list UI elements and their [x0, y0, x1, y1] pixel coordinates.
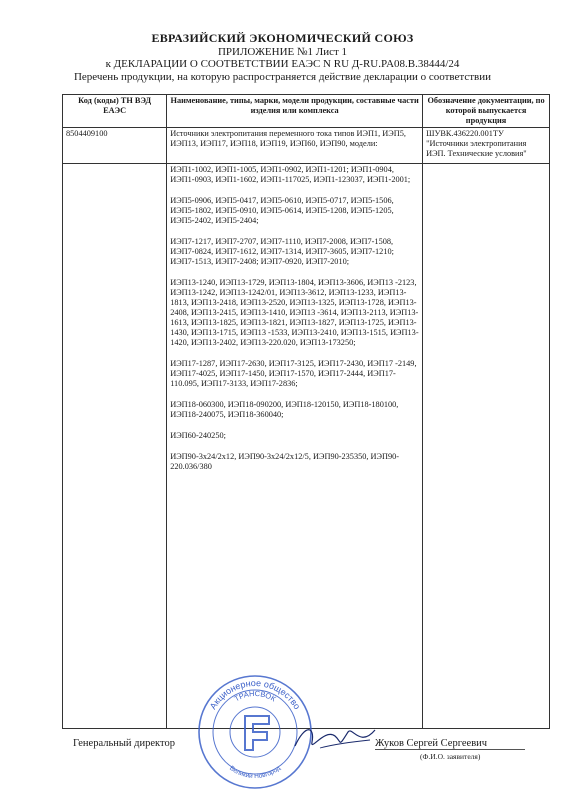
models-cell: [167, 164, 423, 729]
model-group-iep7: ИЭП7-1217, ИЭП7-2707, ИЭП7-1110, ИЭП7-2008, ИЭП7-1508, ИЭП7-0824, ИЭП7-1612, ИЭП7-1314, ИЭП7-3605, ИЭП7-1210; ИЭП7-1513, ИЭП7-2408; ИЭП7-0920, ИЭП7-2010;: [170, 237, 394, 266]
empty-cell: [423, 164, 550, 729]
stamp-center-text: ТРАНСВОК: [232, 688, 278, 704]
products-table: [62, 94, 550, 729]
model-group-iep18: ИЭП18-060300, ИЭП18-090200, ИЭП18-120150, ИЭП18-180100, ИЭП18-240075, ИЭП18-360040;: [170, 400, 399, 419]
union-title: ЕВРАЗИЙСКИЙ ЭКОНОМИЧЕСКИЙ СОЮЗ: [151, 31, 414, 45]
signatory-position: Генеральный директор: [73, 738, 175, 749]
model-group-iep1: ИЭП1-1002, ИЭП1-1005, ИЭП1-0902, ИЭП1-1201; ИЭП1-0904, ИЭП1-0903, ИЭП1-1602, ИЭП1-117025, ИЭП1-123037, ИЭП1-2001;: [170, 165, 411, 184]
table-header-row: [63, 95, 550, 128]
documentation-cell: ШУВК.436220.001ТУ "Источники электропитания ИЭП. Технические условия": [423, 128, 550, 164]
model-group-iep5: ИЭП5-0906, ИЭП5-0417, ИЭП5-0610, ИЭП5-0717, ИЭП5-1506, ИЭП5-1802, ИЭП5-0910, ИЭП5-0614, ИЭП5-1208, ИЭП5-1205, ИЭП5-2402, ИЭП5-2404;: [170, 196, 394, 225]
signature-line: [375, 749, 525, 750]
model-group-iep13: ИЭП13-1240, ИЭП13-1729, ИЭП13-1804, ИЭП13-3606, ИЭП13 -2123, ИЭП13-1242, ИЭП13-1242/01, ИЭП13-3612, ИЭП13-1233, ИЭП13-1813, ИЭП13-2418, ИЭП13-2520, ИЭП13-1325, ИЭП13-1728, ИЭП13-2408, ИЭП13-2415, ИЭП13-1410, ИЭП13 -3614, ИЭП13-2113, ИЭП13-1613, ИЭП13-1825, ИЭП13-1821, ИЭП13-1827, ИЭП13-1725, ИЭП13-1430, ИЭП13-1715, ИЭП13 -1533, ИЭП13-2410, ИЭП13-1515, ИЭП13-1420, ИЭП13-2402, ИЭП13-220.020, ИЭП13-173250;: [170, 278, 419, 347]
stamp-outer-text: Акционерное общество: [207, 677, 303, 712]
empty-cell: [63, 164, 167, 729]
table-row: [63, 164, 550, 729]
header-code: Код (коды) ТН ВЭД ЕАЭС: [63, 95, 167, 128]
header-doc: Обозначение документации, по которой выпускается продукция: [423, 95, 550, 128]
model-group-iep17: ИЭП17-1287, ИЭП17-2630, ИЭП17-3125, ИЭП17-2430, ИЭП17 -2149, ИЭП17-4025, ИЭП17-1450, ИЭП17-1570, ИЭП17-2444, ИЭП17-110.095, ИЭП17-3133, ИЭП17-2836;: [170, 359, 417, 388]
handwritten-signature: [290, 718, 380, 758]
appendix-title: ПРИЛОЖЕНИЕ №1 Лист 1: [217, 46, 348, 58]
signatory-name: Жуков Сергей Сергеевич: [375, 738, 488, 749]
hs-code-cell: 8504409100: [63, 128, 167, 164]
model-group-iep90: ИЭП90-3х24/2х12, ИЭП90-3х24/2х12/5, ИЭП90-235350, ИЭП90-220.036/380: [170, 452, 400, 471]
product-type-cell: Источники электропитания переменного тока типов ИЭП1, ИЭП5, ИЭП13, ИЭП17, ИЭП18, ИЭП19, ИЭП60, ИЭП90, модели:: [167, 128, 423, 164]
signatory-note: (Ф.И.О. заявителя): [420, 752, 481, 761]
list-subtitle: Перечень продукции, на которую распространяется действие декларации о соответствии: [73, 71, 492, 83]
declaration-reference: к ДЕКЛАРАЦИИ О СООТВЕТСТВИИ ЕАЭС N RU Д-RU.PA08.B.38444/24: [105, 58, 460, 70]
header-name: Наименование, типы, марки, модели продукции, составные части изделия или комплекса: [167, 95, 423, 128]
model-group-iep60: ИЭП60-240250;: [170, 431, 226, 440]
table-row: [63, 128, 550, 164]
stamp-bottom-text: Великий Новгород: [228, 764, 282, 781]
